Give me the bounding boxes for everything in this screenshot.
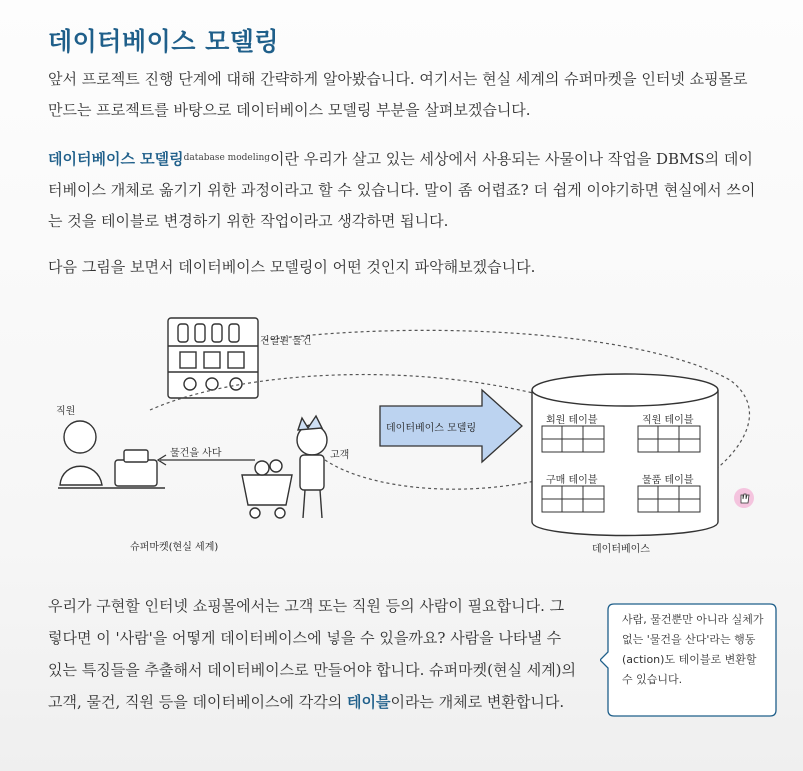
label-modeling-arrow: 데이터베이스 모델링 bbox=[386, 423, 477, 434]
body-paragraph bbox=[48, 590, 578, 718]
customer-illustration bbox=[242, 416, 327, 518]
label-database: 데이터베이스 bbox=[592, 544, 650, 555]
lead-in-paragraph: 다음 그림을 보면서 데이터베이스 모델링이 어떤 것인지 파악해보겠습니다. bbox=[48, 258, 536, 276]
page-title: 데이터베이스 모델링 bbox=[48, 27, 280, 56]
label-table-goods: 물품 테이블 bbox=[642, 475, 694, 486]
definition-paragraph bbox=[48, 143, 760, 237]
staff-illustration bbox=[58, 421, 165, 488]
label-customer: 고객 bbox=[330, 450, 350, 461]
body-term: 테이블 bbox=[346, 693, 391, 711]
label-table-purchase: 구매 테이블 bbox=[546, 475, 598, 486]
note-text: 사람, 물건뿐만 아니라 실체가 없는 '물건을 산다'라는 행동(action)도 테이블로 변환할 수 있습니다. bbox=[622, 613, 764, 686]
label-goods: 진열된 물건 bbox=[260, 336, 312, 347]
database-modeling-figure bbox=[40, 300, 780, 565]
hand-cursor-icon bbox=[733, 487, 755, 509]
shelf-illustration bbox=[168, 318, 258, 398]
label-buy: 물건을 사다 bbox=[170, 448, 222, 459]
body-text: 우리가 구현할 인터넷 쇼핑몰에서는 고객 또는 직원 등의 사람이 필요합니다. 그렇다면 이 '사람'을 어떻게 데이터베이스에 넣을 수 있을까요? 사람을 나타낼 수 있는 특징들을 추출해서 데이터베이스로 만들어야 합니다. 슈퍼마켓(현실 세계)의 고객, 물건, 직원 등을 데이터베이스에 각각의 bbox=[48, 597, 577, 711]
label-staff: 직원 bbox=[56, 406, 76, 417]
definition-term-english: database modeling bbox=[183, 153, 271, 163]
definition-text: 이란 우리가 살고 있는 세상에서 사용되는 사물이나 작업을 DBMS의 데이터베이스 개체로 옮기기 위한 과정이라고 할 수 있습니다. 말이 좀 어렵죠? 더 쉽게 이야기하면 현실에서 쓰이는 것을 테이블로 변경하기 위한 작업이라고 생각하면 됩니다. bbox=[48, 150, 756, 230]
side-note bbox=[600, 600, 780, 720]
intro-paragraph: 앞서 프로젝트 진행 단계에 대해 간략하게 알아봤습니다. 여기서는 현실 세계의 슈퍼마켓을 인터넷 쇼핑몰로 만드는 프로젝트를 바탕으로 데이터베이스 모델링 부분을 살펴보겠습니다. bbox=[48, 70, 748, 119]
body-tail: 이라는 개체로 변환합니다. bbox=[390, 693, 565, 711]
label-table-staff: 직원 테이블 bbox=[642, 415, 694, 426]
label-supermarket: 슈퍼마켓(현실 세계) bbox=[130, 542, 219, 553]
label-table-member: 회원 테이블 bbox=[546, 415, 598, 426]
definition-term: 데이터베이스 모델링 bbox=[48, 150, 184, 168]
